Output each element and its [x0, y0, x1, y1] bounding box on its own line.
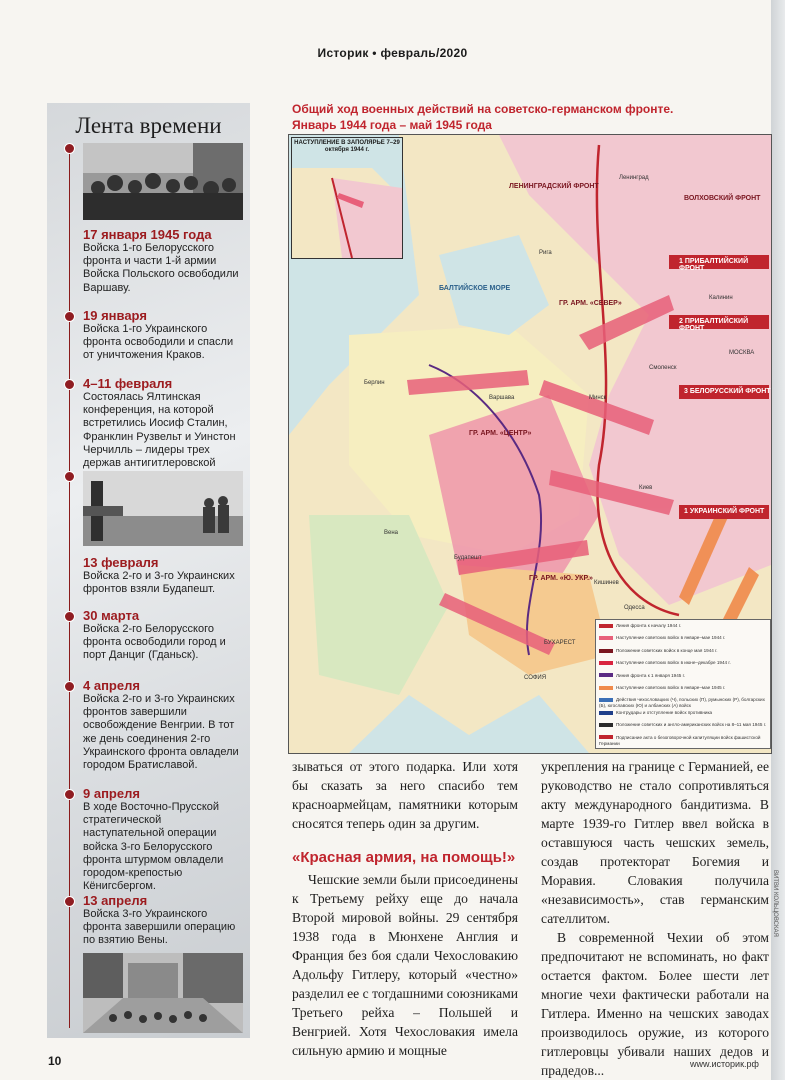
map-label: ВОЛХОВСКИЙ ФРОНТ: [684, 195, 761, 202]
timeline-dot: [64, 681, 75, 692]
map-label: БАЛТИЙСКОЕ МОРЕ: [439, 285, 511, 292]
timeline-event: [83, 678, 245, 772]
map-title-line1: Общий ход военных действий на советско-германском фронте.: [292, 102, 674, 116]
timeline-title: Лента времени: [75, 113, 222, 138]
timeline-event: [83, 555, 245, 596]
event-date: 17 января 1945 года: [83, 227, 212, 242]
legend-label: Наступление советских войск в июне–декабре 1944 г.: [616, 660, 731, 666]
legend-swatch: [599, 686, 613, 690]
legend-item: [599, 697, 767, 709]
legend-swatch: [599, 661, 613, 665]
timeline-sidebar: [47, 103, 250, 1038]
event-date: 13 апреля: [83, 893, 148, 908]
legend-item: [599, 623, 767, 629]
legend-label: Положение советских и англо-американских войск на 8–11 мая 1945 г.: [616, 722, 767, 728]
running-header: Историк • февраль/2020: [317, 46, 468, 60]
legend-item: [599, 660, 767, 666]
map-city: БУХАРЕСТ: [544, 640, 576, 646]
map-city: Будапешт: [454, 555, 482, 561]
map-label: ЛЕНИНГРАДСКИЙ ФРОНТ: [509, 183, 599, 190]
event-text: Войска 2-го и 3-го Украинских фронтов завершили освобождение Венгрии. В тот же день соединения 2-го Украинского фронта овладели городом Братиславой.: [83, 693, 239, 772]
paragraph: Чешские земли были присоединены к Третьему рейху еще до начала Второй мировой войны. 29 сентября 1938 года в Мюнхене Англия и Франция без боя сдали Чехословакию Адольфу Гитлеру, который «честно» разделил ее с тогдашними союзниками Третьего рейха – Польшей и Венгрией. Хотя Чехословакия имела сильную армию и мощные: [292, 872, 518, 1058]
event-text: Войска 1-го Белорусского фронта и части 1-й армии Войска Польского освободили Варшаву.: [83, 242, 239, 294]
event-text: Войска 2-го Белорусского фронта освободили город и порт Данциг (Гданьск).: [83, 623, 226, 662]
legend-label: Контрудары и отступление войск противника: [616, 709, 713, 715]
legend-label: Положение советских войск в конце мая 1944 г.: [616, 647, 718, 653]
spine-text: ВИТВИ КОЛЬЦОВСКАЯ: [772, 870, 778, 937]
map-label: ГР. АРМ. «Ю. УКР.»: [529, 575, 593, 582]
map-label: ГР. АРМ. «ЦЕНТР»: [469, 430, 532, 437]
timeline-event: [83, 608, 245, 663]
event-text: В ходе Восточно-Прусской стратегической наступательной операции войска 3-го Белорусского фронта штурмом овладели городом-крепостью Кёнигсбергом.: [83, 801, 224, 893]
map-label: 2 ПРИБАЛТИЙСКИЙ ФРОНТ: [679, 318, 749, 332]
legend-label: Линия фронта к 1 января 1945 г.: [616, 672, 685, 678]
legend-swatch: [599, 698, 613, 702]
map-label: ГР. АРМ. «СЕВЕР»: [559, 300, 622, 307]
legend-item: [599, 735, 767, 747]
map-city: МОСКВА: [729, 350, 755, 356]
binding-strip: [771, 0, 785, 1080]
article-subheading: «Красная армия, на помощь!»: [292, 849, 516, 866]
map-title: [292, 101, 712, 133]
map-label: 3 БЕЛОРУССКИЙ ФРОНТ: [684, 388, 771, 395]
map-city: Минск: [589, 395, 607, 401]
legend-swatch: [599, 723, 613, 727]
event-date: 4 апреля: [83, 678, 140, 693]
timeline-dot: [64, 379, 75, 390]
map-city: Рига: [539, 250, 552, 256]
legend-label: Линия фронта к началу 1944 г.: [616, 623, 682, 628]
paragraph: В современной Чехии об этом предпочитают не вспоминать, но факт остается фактом. Более шести лет многие чехи фактически работали на Гитлера. Именно на чешских заводах производилось оружие, из которого гитлеровцы убивали наших дедов и прадедов...: [541, 930, 769, 1078]
timeline-event: [83, 227, 245, 295]
legend-item: [599, 673, 767, 679]
event-date: 9 апреля: [83, 786, 140, 801]
map-city: Берлин: [364, 380, 385, 386]
legend-item: [599, 635, 767, 641]
map-city: Вена: [384, 530, 398, 536]
event-date: 30 марта: [83, 608, 140, 623]
legend-label: Действия чехословацких (Ч), польских (П), румынских (Р), болгарских (Б), югославских (Ю) и албанских (А) войск: [599, 697, 765, 709]
article-column-2: [541, 757, 769, 1080]
map-city: Киев: [639, 485, 653, 491]
legend-item: [599, 722, 767, 728]
timeline-dot: [64, 611, 75, 622]
event-text: Войска 2-го и 3-го Украинских фронтов взяли Будапешт.: [83, 570, 235, 596]
legend-label: Наступление советских войск в январе–мае 1944 г.: [616, 635, 726, 641]
photo-budapest-soldiers: [83, 471, 243, 546]
map-city: СОФИЯ: [524, 675, 547, 681]
legend-swatch: [599, 636, 613, 640]
photo-warsaw-crowd: [83, 143, 243, 220]
timeline-dot: [64, 143, 75, 154]
event-text: Войска 3-го Украинского фронта завершили операцию по взятию Вены.: [83, 908, 236, 947]
event-date: 19 января: [83, 308, 147, 323]
paragraph: укрепления на границе с Германией, ее руководство не стало сопротивляться акту международного бандитизма. В марте 1939-го Гитлер ввел войска в оставшуюся часть чешских земель, создав протекторат Богемия и Моравия. Словакия получила «независимость», став германским сателлитом.: [541, 759, 769, 926]
page-number: 10: [48, 1054, 62, 1068]
legend-item: [599, 710, 767, 716]
timeline-event: [83, 308, 245, 363]
legend-swatch: [599, 673, 613, 677]
timeline-event: [83, 376, 245, 483]
war-map: [288, 134, 772, 754]
map-title-line2: Январь 1944 года – май 1945 года: [292, 118, 492, 132]
event-text: Состоялась Ялтинская конференция, на которой встретились Иосиф Сталин, Франклин Рузвельт и Уинстон Черчилль – лидеры трех держав антигитлеровской: [83, 391, 236, 470]
article-column-1: [292, 757, 518, 1060]
legend-swatch: [599, 711, 613, 715]
legend-swatch: [599, 624, 613, 628]
map-label: 1 УКРАИНСКИЙ ФРОНТ: [684, 508, 765, 515]
map-city: Смоленск: [649, 365, 677, 371]
legend-label: Подписание акта о безоговорочной капитуляции войск фашистской Германии: [599, 734, 761, 746]
timeline-dot: [64, 311, 75, 322]
photo-vienna-street: [83, 953, 243, 1033]
map-city: Калинин: [709, 295, 733, 301]
legend-swatch: [599, 649, 613, 653]
legend-item: [599, 648, 767, 654]
paragraph: зываться от этого подарка. Или хотя бы сказать за него спасибо тем красноармейцам, памятники которым сносятся теперь один за другим.: [292, 759, 518, 831]
map-city: Ленинград: [619, 175, 649, 181]
inset-title: НАСТУПЛЕНИЕ В ЗАПОЛЯРЬЕ 7–29 октября 1944 г.: [294, 140, 400, 153]
legend-item: [599, 685, 767, 691]
legend-label: Наступление советских войск в январе–мае 1945 г.: [616, 685, 726, 690]
timeline-dot: [64, 789, 75, 800]
map-city: Одесса: [624, 605, 645, 611]
timeline-event: [83, 893, 245, 948]
map-inset-arctic: [291, 137, 403, 259]
site-url: www.историк.рф: [690, 1059, 759, 1069]
legend-swatch: [599, 735, 613, 739]
map-city: Кишинев: [594, 580, 619, 586]
map-city: Варшава: [489, 395, 515, 401]
timeline-dot: [64, 471, 75, 482]
event-date: 13 февраля: [83, 555, 159, 570]
timeline-event: [83, 786, 245, 893]
event-date: 4–11 февраля: [83, 376, 173, 391]
map-label: 1 ПРИБАЛТИЙСКИЙ ФРОНТ: [679, 258, 749, 272]
event-text: Войска 1-го Украинского фронта освободили и спасли от уничтожения Краков.: [83, 323, 234, 362]
map-legend: [595, 619, 771, 749]
timeline-dot: [64, 896, 75, 907]
